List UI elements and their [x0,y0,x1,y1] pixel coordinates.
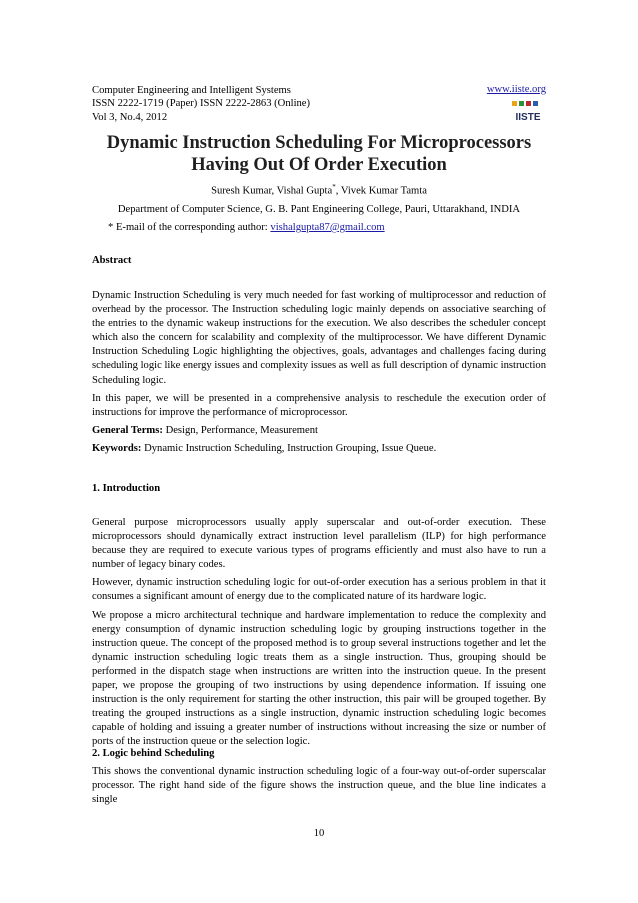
intro-paragraph: However, dynamic instruction scheduling logic for out-of-order execution has a serious problem in that it consumes a significant amount of energy due to the complicated nature of its hardware logic. [92,577,546,603]
abstract-body [92,289,546,460]
introduction-heading: 1. Introduction [92,483,161,494]
corresponding-mark: * [332,183,336,191]
journal-name: Computer Engineering and Intelligent Systems [92,85,291,96]
abstract-paragraph: In this paper, we will be presented in a comprehensive analysis to reschedule the execution order of instructions for improve the performance of microprocessor. [92,392,546,418]
section2-paragraph: This shows the conventional dynamic instruction scheduling logic of a four-way out-of-order superscalar processor. The right hand side of the figure shows the instruction queue, and the blue line indicates a single [92,766,546,806]
authors-first: Suresh Kumar, Vishal Gupta [211,185,333,197]
logo-dots [512,101,538,106]
logo-text: IISTE [515,112,541,122]
journal-header [92,84,310,124]
keywords-value: Dynamic Instruction Scheduling, Instruction Grouping, Issue Queue. [141,442,437,454]
iiste-logo [510,100,546,122]
abstract-paragraph: Dynamic Instruction Scheduling is very much needed for fast working of multiprocessor and reduction of overhead by the processor. The Instruction scheduling logic mainly depends on associative searching of the entries to the dynamic wakeup instructions for the execution. We also describes the scheduler concept which also the concern for scalability and complexity of the multiprocessor. We have different Dynamic Instruction Scheduling Logic highlighting the objectives, goals, advantages and challenges facing during scheduling logic like energy issues and complexity issues as well as full description of dynamic instruction Scheduling logic. [92,290,546,386]
paper-title: Dynamic Instruction Scheduling For Microprocessors Having Out Of Order Execution [106,133,532,175]
general-terms-label: General Terms: [92,424,163,436]
email-link[interactable]: vishalgupta87@gmail.com [270,222,385,233]
section2-heading: 2. Logic behind Scheduling [92,748,215,759]
keywords [92,442,546,456]
page-number: 10 [313,828,325,839]
journal-volume: Vol 3, No.4, 2012 [92,111,168,123]
email-prefix: * E-mail of the corresponding author: [108,222,271,233]
intro-paragraph: General purpose microprocessors usually apply superscalar and out-of-order execution. These microprocessors should dynamically extract instruction level parallelism (ILP) for high performance because they are required to execute various types of programs efficiently and must also have to run a number of legacy binary codes. [92,517,546,571]
keywords-label: Keywords: [92,442,142,454]
corresponding-email [108,222,385,233]
section2-body [92,765,546,811]
general-terms-value: Design, Performance, Measurement [162,424,318,436]
intro-paragraph: We propose a micro architectural technique and hardware implementation to reduce the complexity and energy consumption of dynamic instruction scheduling logic by grouping instructions together in the instruction queue. The concept of the proposed method is to group several instructions together and let the dynamic instruction scheduling logic treats them as a single instruction. Thus, grouping should be performed in the dispatch stage when instructions are written into the instruction queue. In the present paper, we propose the grouping of two instructions by using dependence information. If issuing one instruction is the only requirement for starting the other instruction, this pair will be grouped together. By treating the grouped instructions as a single instruction, dynamic instruction scheduling logic becomes capable of holding and issuing a greater number of instructions without increasing the size or number of ports of the instruction queue or the selection logic. [92,609,546,748]
journal-website-link[interactable]: www.iiste.org [486,84,546,95]
general-terms [92,424,546,438]
affiliation: Department of Computer Science, G. B. Pant Engineering College, Pauri, Uttarakhand, INDIA [117,204,521,215]
journal-issn: ISSN 2222-1719 (Paper) ISSN 2222-2863 (Online) [92,98,311,110]
abstract-heading: Abstract [92,255,132,266]
authors-rest: , Vivek Kumar Tamta [335,185,427,197]
author-list [92,183,546,197]
introduction-body [92,516,546,754]
